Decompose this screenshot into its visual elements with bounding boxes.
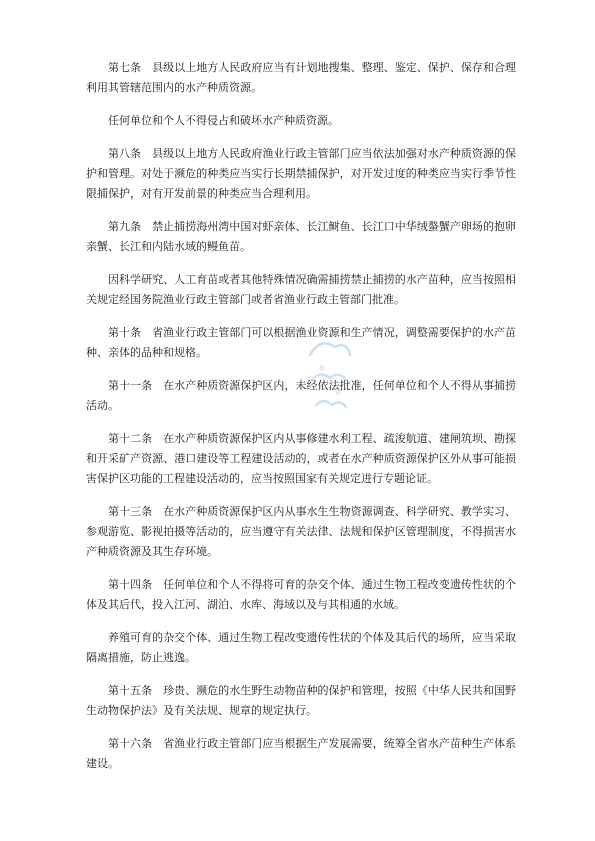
paragraph-article-10: 第十条 省渔业行政主管部门可以根据渔业资源和生产情况，调整需要保护的水产苗种、亲体的品种和规格。	[86, 326, 516, 359]
paragraph-article-7-clause: 任何单位和个人不得侵占和破坏水产种质资源。	[108, 114, 339, 127]
paragraph-article-16: 第十六条 省渔业行政主管部门应当根据生产发展需要，统筹全省水产苗种生产体系建设。	[86, 737, 516, 770]
paragraph-article-11: 第十一条 在水产种质资源保护区内，未经依法批准，任何单位和个人不得从事捕捞活动。	[86, 379, 516, 412]
paragraph-article-14-clause: 养殖可育的杂交个体、通过生物工程改变遗传性状的个体及其后代的场所，应当采取隔离措施，防止逃逸。	[86, 631, 516, 664]
paragraph-article-9-clause: 因科学研究、人工育苗或者其他特殊情况确需捕捞禁止捕捞的水产苗种，应当按照相关规定经国务院渔业行政主管部门或者省渔业行政主管部门批准。	[86, 273, 516, 306]
paragraph-article-7: 第七条 县级以上地方人民政府应当有计划地搜集、整理、鉴定、保护、保存和合理利用其管辖范围内的水产种质资源。	[86, 61, 516, 94]
paragraph-article-13: 第十三条 在水产种质资源保护区内从事水生生物资源调查、科学研究、教学实习、参观游览、影视拍摄等活动的，应当遵守有关法律、法规和保护区管理制度，不得损害水产种质资源及其生存环境。	[86, 505, 516, 558]
paragraph-article-15: 第十五条 珍贵、濒危的水生野生动物苗种的保护和管理，按照《中华人民共和国野生动物保护法》及有关法规、规章的规定执行。	[86, 684, 516, 717]
paragraph-article-8: 第八条 县级以上地方人民政府渔业行政主管部门应当依法加强对水产种质资源的保护和管理。对处于濒危的种类应当实行长期禁捕保护，对开发过度的种类应当实行季节性限捕保护，对有开发前景的种类应当合理利用。	[86, 147, 516, 200]
paragraph-article-12: 第十二条 在水产种质资源保护区内从事修建水利工程、疏浚航道、建闸筑坝、勘探和开采矿产资源、港口建设等工程建设活动的，或者在水产种质资源保护区外从事可能损害保护区功能的工程建设活动的，应当按照国家有关规定进行专题论证。	[86, 432, 516, 485]
document-body	[86, 58, 516, 787]
paragraph-article-9: 第九条 禁止捕捞海州湾中国对虾亲体、长江鲥鱼、长江口中华绒螯蟹产卵场的抱卵亲蟹、长江和内陆水域的鳗鱼苗。	[86, 220, 516, 253]
paragraph-article-14: 第十四条 任何单位和个人不得将可育的杂交个体、通过生物工程改变遗传性状的个体及其后代，投入江河、湖泊、水库、海域以及与其相通的水域。	[86, 578, 516, 611]
